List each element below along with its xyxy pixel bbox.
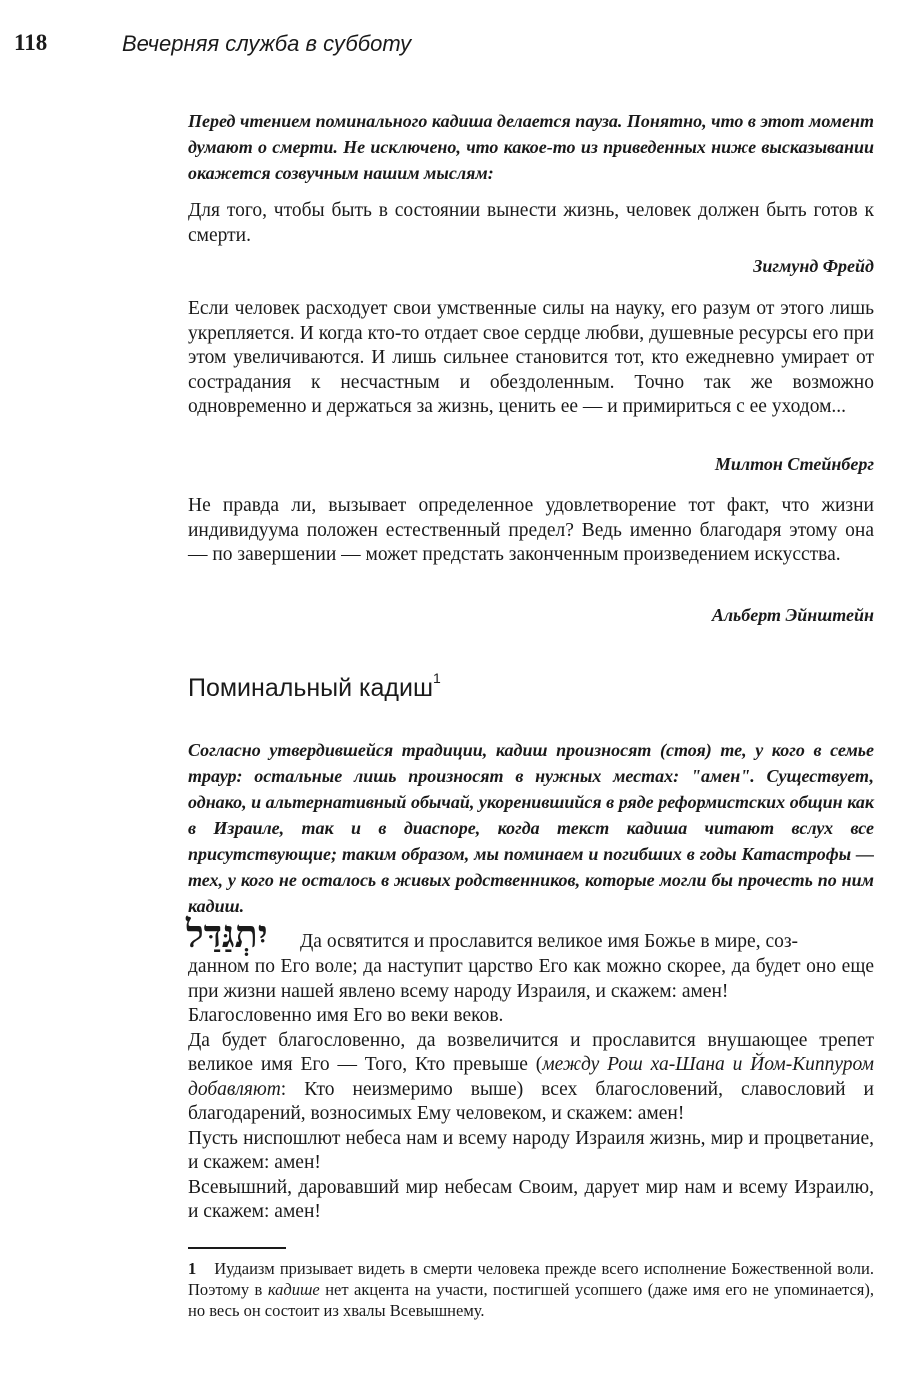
kaddish-paragraph-4: Пусть ниспошлют небеса нам и всему народу Израиля жизнь, мир и процветание, и скажем: амен!	[188, 1127, 874, 1173]
footnote-number: 1	[188, 1259, 197, 1278]
hebrew-initial-word: יִתְגַּדַּל	[186, 914, 268, 956]
quote-author-einstein: Альберт Эйнштейн	[711, 605, 874, 625]
kaddish-paragraph-5: Всевышний, даровавший мир небесам Своим, дарует мир нам и всему Израилю, и скажем: амен!	[188, 1176, 874, 1222]
quote-author-freud: Зигмунд Фрейд	[753, 256, 874, 276]
footnote-divider	[188, 1247, 286, 1249]
section-title	[188, 670, 441, 703]
quote-author-steinberg: Милтон Стейнберг	[714, 454, 874, 474]
kaddish-p3-italic: между Рош ха-Шана и Йом-Киппуром добавляют	[188, 1054, 874, 1100]
kaddish-first-line: Да освятится и прославится великое имя Божье в мире, соз-	[300, 931, 799, 952]
kaddish-paragraph-1: данном по Его воле; да наступит царство Его как можно скорее, да будет оно еще при жизни нашей явлено всему народу Израиля, и скажем: амен!	[188, 956, 874, 1002]
kaddish-p3-end: : Кто неизмеримо выше) всех благословений, славословий и благодарений, возносимых Ему человеком, и скажем: амен!	[188, 1078, 874, 1124]
kaddish-paragraph-2: Благословенно имя Его во веки веков.	[188, 1005, 504, 1026]
page-number: 118	[14, 30, 48, 55]
kaddish-p3-start: Да будет благословенно, да возвеличится и прославится внушающее трепет великое имя Его — Того, Кто превыше (	[188, 1029, 874, 1075]
tradition-note: Согласно утвердившейся традиции, кадиш произносят (стоя) те, у кого в семье траур: остальные лишь произносят в нужных местах: "амен". Существует, однако, и альтернативный обычай, укоренившийся в ряде реформистских общин как в Израиле, так и в диаспоре, когда текст кадиша читают вслух все присутствующие; таким образом, мы поминаем и погибших в годы Катастрофы — тех, у кого не осталось в живых родственников, которые могли бы прочесть по ним кадиш.	[188, 740, 874, 916]
footnote-text-italic: кадише	[267, 1280, 320, 1299]
quote-steinberg: Если человек расходует свои умственные силы на науку, его разум от этого лишь укрепляется. И когда кто-то отдает свое сердце любви, душевные ресурсы его при этом увеличиваются. И лишь сильнее становится тот, кто ежедневно умирает от сострадания к несчастным и обездоленным. Точно так же возможно одновременно и держаться за жизнь, ценить ее — и примириться с ее уходом...	[188, 298, 874, 417]
kaddish-paragraph-3	[188, 1029, 874, 1127]
quote-einstein: Не правда ли, вызывает определенное удовлетворение тот факт, что жизни индивидуума положен естественный предел? Ведь именно благодаря этому она — по завершении — может предстать законченным произведением искусства.	[188, 495, 874, 565]
footnote-text-start: Иудаизм призывает видеть в смерти человека прежде всего исполнение Божественной воли. Поэтому в	[188, 1259, 874, 1299]
section-title-text: Поминальный кадиш	[188, 674, 434, 702]
footnote	[188, 1258, 874, 1321]
kaddish-text	[188, 955, 874, 1225]
running-title: Вечерняя служба в субботу	[122, 31, 412, 56]
footnote-text-end: нет акцента на участи, постигшей усопшего (даже имя его не упоминается), но весь он состоит из хвалы Всевышнему.	[188, 1280, 874, 1320]
footnote-ref: 1	[433, 670, 441, 686]
intro-note: Перед чтением поминального кадиша делается пауза. Понятно, что в этот момент думают о смерти. Не исключено, что какое-то из приведенных ниже высказывании окажется созвучным нашим мыслям:	[188, 111, 874, 183]
quote-freud: Для того, чтобы быть в состоянии вынести жизнь, человек должен быть готов к смерти.	[188, 200, 874, 246]
